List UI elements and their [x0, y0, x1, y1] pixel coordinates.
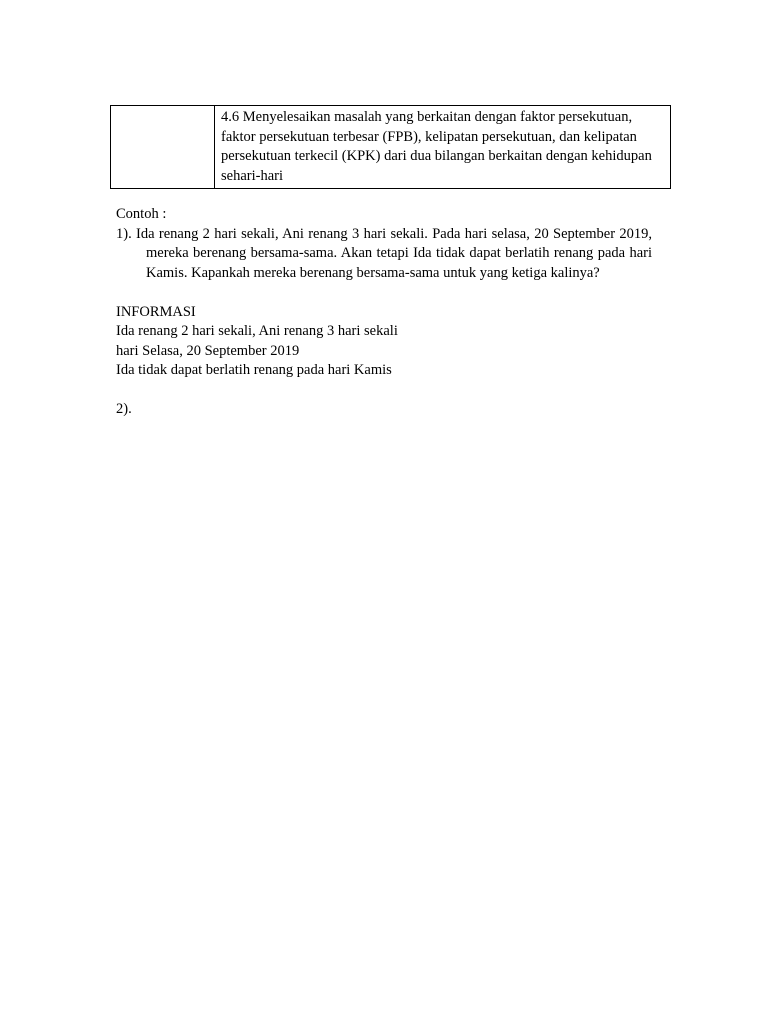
informasi-line: Ida tidak dapat berlatih renang pada hari Kamis: [116, 362, 392, 378]
document-body: [116, 205, 652, 420]
informasi-line: Ida renang 2 hari sekali, Ani renang 3 hari sekali: [116, 323, 398, 339]
example-item-2: 2).: [116, 401, 132, 417]
spacer: [116, 381, 652, 401]
competency-table: [110, 105, 671, 189]
informasi-line: hari Selasa, 20 September 2019: [116, 342, 300, 359]
spacer: [116, 283, 652, 303]
table-row: [111, 106, 671, 189]
competency-text: 4.6 Menyelesaikan masalah yang berkaitan dengan faktor persekutuan, faktor persekutuan terbesar (FPB), kelipatan persekutuan, dan kelipatan persekutuan terkecil (KPK) dari dua bilangan berkaitan dengan kehidupan sehari-hari: [221, 109, 652, 184]
example-item-1: 1). Ida renang 2 hari sekali, Ani renang 3 hari sekali. Pada hari selasa, 20 September 2019, mereka berenang bersama-sama. Akan tetapi Ida tidak dapat berlatih renang pada hari Kamis. Kapankah mereka berenang bersama-sama untuk yang ketiga kalinya?: [116, 225, 652, 281]
table-right-cell: [215, 106, 671, 189]
table-left-cell: [111, 106, 215, 189]
informasi-heading: INFORMASI: [116, 303, 196, 320]
example-heading: Contoh :: [116, 206, 167, 222]
